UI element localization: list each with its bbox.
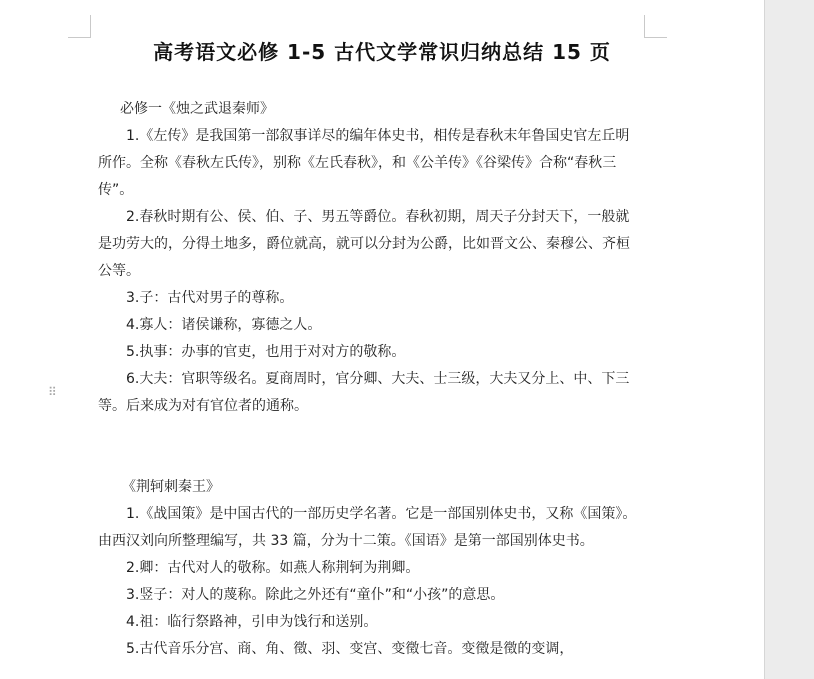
section-heading: 必修一《烛之武退秦师》 bbox=[120, 101, 274, 117]
paragraph: 3.子：古代对男子的尊称。 bbox=[126, 290, 294, 306]
paragraph: 1.《左传》是我国第一部叙事详尽的编年体史书，相传是春秋末年鲁国史官左丘明所作。全称《春秋左氏传》，别称《左氏春秋》，和《公羊传》《谷梁传》合称“春秋三传”。 bbox=[98, 128, 630, 198]
paragraph: 5.执事：办事的官吏，也用于对对方的敬称。 bbox=[126, 344, 406, 360]
paragraph: 2.卿：古代对人的敬称。如燕人称荆轲为荆卿。 bbox=[126, 560, 420, 576]
page-margin-corner-top-left bbox=[68, 15, 91, 38]
blank-space bbox=[98, 420, 638, 474]
document-body[interactable] bbox=[98, 96, 638, 663]
paragraph: 3.竖子：对人的蔑称。除此之外还有“童仆”和“小孩”的意思。 bbox=[126, 587, 505, 603]
paragraph: 6.大夫：官职等级名。夏商周时，官分卿、大夫、士三级，大夫又分上、中、下三等。后来成为对有官位者的通称。 bbox=[98, 371, 630, 414]
section-heading: 《荆轲刺秦王》 bbox=[122, 479, 220, 495]
paragraph: 2.春秋时期有公、侯、伯、子、男五等爵位。春秋初期，周天子分封天下，一般就是功劳大的，分得土地多，爵位就高，就可以分封为公爵，比如晋文公、秦穆公、齐桓公等。 bbox=[98, 209, 630, 279]
paragraph: 4.寡人：诸侯谦称，寡德之人。 bbox=[126, 317, 322, 333]
drag-handle-icon[interactable]: ⠿ bbox=[48, 385, 58, 399]
paragraph: 1.《战国策》是中国古代的一部历史学名著。它是一部国别体史书，又称《国策》。由西汉刘向所整理编写，共 33 篇，分为十二策。《国语》是第一部国别体史书。 bbox=[98, 506, 637, 549]
paragraph: 5.古代音乐分宫、商、角、徵、羽、变宫、变徵七音。变徵是徵的变调， bbox=[126, 641, 574, 657]
page-margin-corner-top-right bbox=[644, 15, 667, 38]
document-title: 高考语文必修 1-5 古代文学常识归纳总结 15 页 bbox=[153, 40, 611, 64]
paragraph: 4.祖：临行祭路神，引申为饯行和送别。 bbox=[126, 614, 378, 630]
scroll-gutter[interactable] bbox=[764, 0, 814, 679]
